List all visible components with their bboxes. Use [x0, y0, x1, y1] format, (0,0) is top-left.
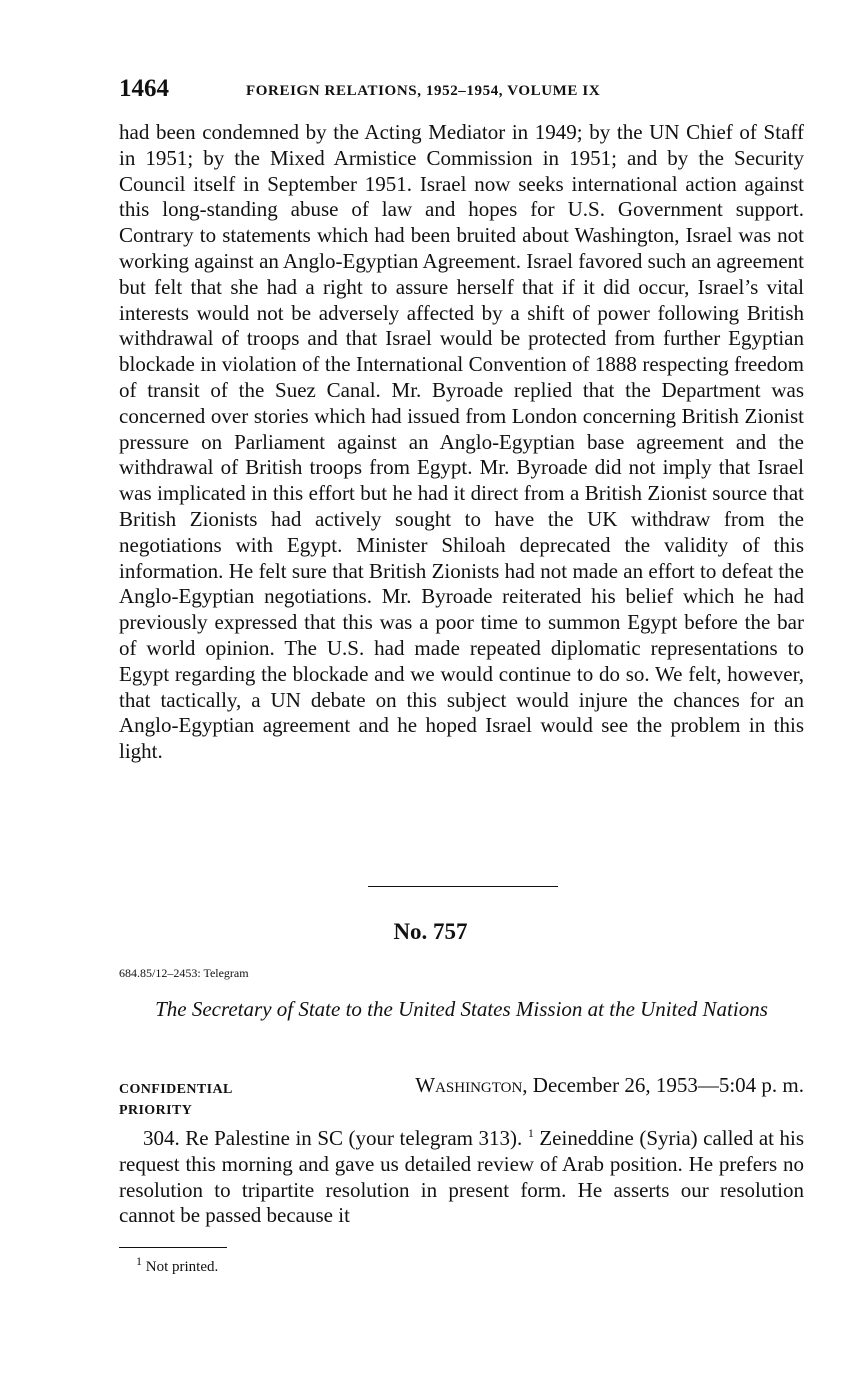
document-number: No. 757	[393, 919, 468, 944]
document-source: 684.85/12–2453: Telegram	[119, 966, 249, 980]
telegram-paragraph	[119, 1126, 804, 1229]
footnote-divider	[119, 1247, 227, 1248]
footnote-marker: 1	[136, 1254, 142, 1268]
telegram-text-rest: Zeineddine (Syria) called at his request this morning and gave us detailed review of Arab position. He prefers no resolution to tripartite resolution in present form. He asserts our resolution cannot be passed because it	[119, 1126, 804, 1228]
telegram-text-start: 304. Re Palestine in SC (your telegram 313).	[143, 1126, 523, 1150]
section-divider	[368, 886, 558, 887]
dateline	[415, 1072, 804, 1098]
dateline-place: Washington	[415, 1073, 523, 1097]
classification-label: CONFIDENTIAL	[119, 1082, 233, 1097]
continuation-paragraph: had been condemned by the Acting Mediator in 1949; by the UN Chief of Staff in 1951; by the Mixed Armistice Commission in 1951; and by the Security Council itself in September 1951. Israel now seeks international action against this long-standing abuse of law and hopes for U.S. Government support. Contrary to statements which had been bruited about Washington, Israel was not working against an Anglo-Egyptian Agreement. Israel favored such an agreement but felt that she had a right to assure herself that if it did occur, Israel’s vital interests would not be adversely affected by a shift of power following British withdrawal of troops and that Israel would be protected from further Egyptian blockade in violation of the International Convention of 1888 respecting freedom of transit of the Suez Canal. Mr. Byroade replied that the Department was concerned over stories which had issued from London concerning British Zionist pressure on Parliament against an Anglo-Egyptian base agreement and the withdrawal of British troops from Egypt. Mr. Byroade did not imply that Israel was implicated in this effort but he had it direct from a British Zionist source that British Zionists had actively sought to have the UK withdraw from the negotiations with Egypt. Minister Shiloah deprecated the validity of this information. He felt sure that British Zionists had not made an effort to defeat the Anglo-Egyptian negotiations. Mr. Byroade reiterated his belief which he had previously expressed that this was a poor time to summon Egypt before the bar of world opinion. The U.S. had made repeated diplomatic representations to Egypt regarding the blockade and we would continue to do so. We felt, however, that tactically, a UN debate on this subject would injure the chances for an Anglo-Egyptian agreement and he hoped Israel would see the problem in this light.	[119, 120, 804, 764]
footnote	[136, 1254, 219, 1276]
dateline-date: , December 26, 1953—5:04 p. m.	[522, 1073, 804, 1097]
running-title: FOREIGN RELATIONS, 1952–1954, VOLUME IX	[246, 83, 601, 99]
document-title: The Secretary of State to the United States Mission at the United Nations	[155, 997, 768, 1021]
page-number: 1464	[119, 75, 169, 102]
footnote-reference: 1	[527, 1126, 534, 1140]
precedence-label: PRIORITY	[119, 1103, 193, 1118]
footnote-text: Not printed.	[142, 1259, 219, 1275]
